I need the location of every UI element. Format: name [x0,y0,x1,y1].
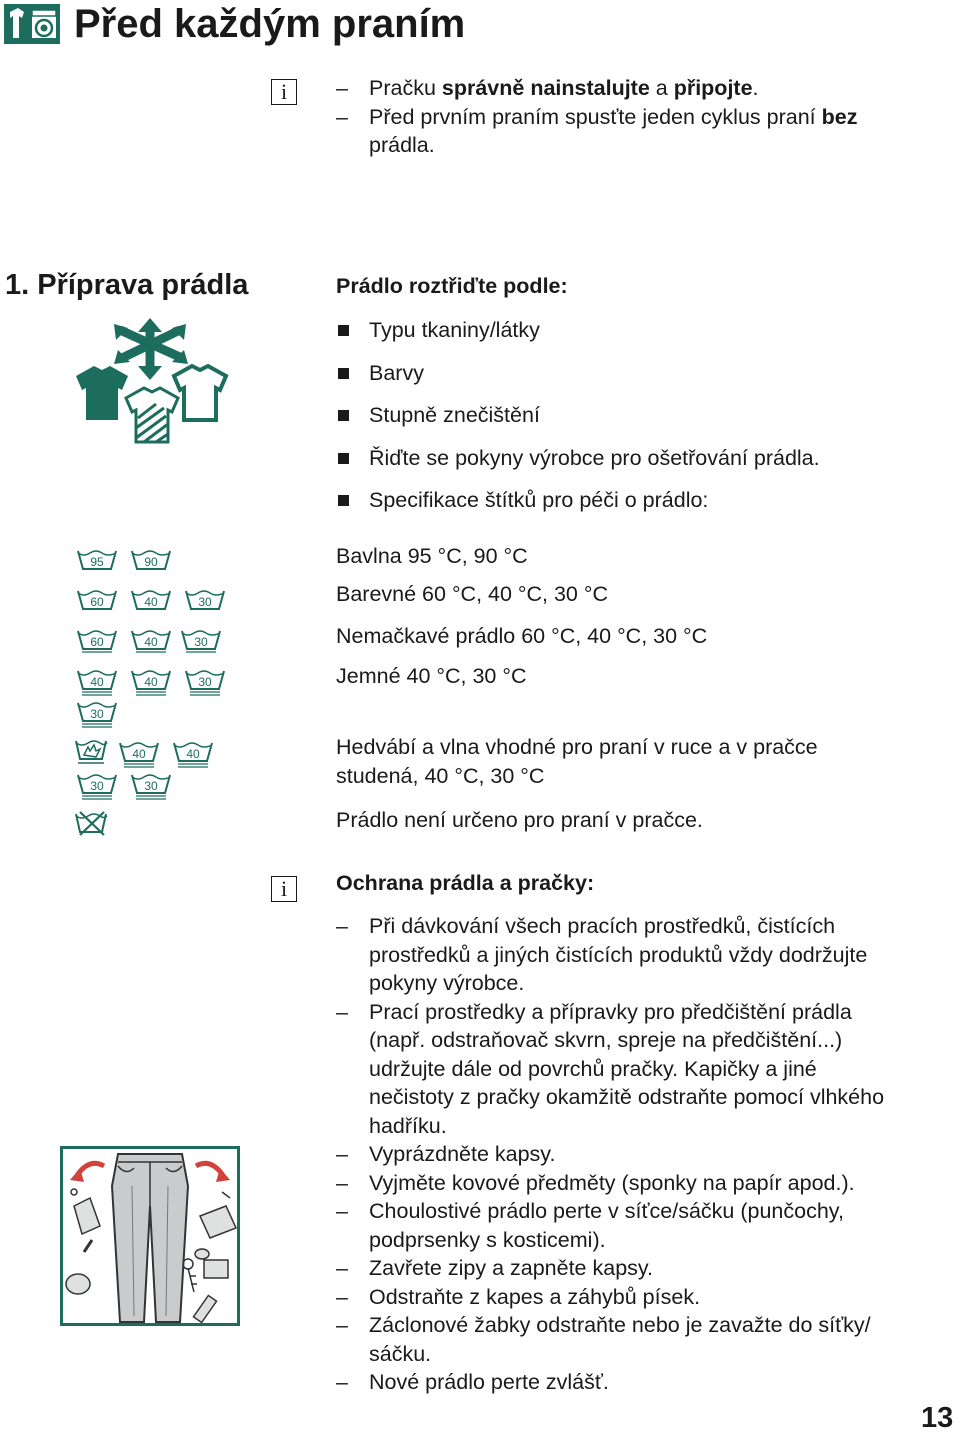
wash-tub-icon [130,547,172,582]
info-icon: i [271,79,297,105]
wash-temperature-label: 30 [194,635,208,649]
care-easy-care: Nemačkavé prádlo 60 °C, 40 °C, 30 °C [336,624,708,648]
wash-tub-icon [180,627,222,662]
list-item: nečistoty z pračky okamžitě odstraňte pomocí vlhkého [369,1085,885,1109]
wash-tub-icon [172,739,214,774]
wash-temperature-label: 40 [144,595,158,609]
list-item: – Odstraňte z kapes a záhybů písek. [336,1284,701,1309]
wash-temperature-label: 95 [90,555,104,569]
list-item: – Nové prádlo perte zvlášť. [336,1370,609,1394]
list-item: Barvy [336,359,820,402]
list-item: – Pračku správně nainstalujte a připojte. [336,76,759,100]
list-item: sáčku. [369,1341,432,1366]
protection-heading: Ochrana prádla a pračky: [336,871,595,895]
list-item: – Před prvním praním spusťte jeden cyklus praní bez prádla. [336,104,858,157]
wash-temperature-label: 30 [90,779,104,793]
wash-temperature-label: 40 [132,747,146,761]
wash-temperature-label: 40 [144,675,158,689]
wash-tub-icon [76,627,118,662]
list-item: Specifikace štítků pro péči o prádlo: [336,486,820,529]
list-item: Stupně znečištění [336,401,820,444]
section-heading: 1. Příprava prádla [5,269,249,301]
wash-tub-icon [76,667,118,702]
care-colored: Barevné 60 °C, 40 °C, 30 °C [336,582,608,606]
wash-temperature-label: 30 [198,595,212,609]
list-item: udržujte dále od povrchů pračky. Kapičky a jiné [369,1056,817,1081]
list-item: – Vyjměte kovové předměty (sponky na papír apod.). [336,1170,855,1195]
laundry-sorting-icon [74,318,230,446]
list-item: podprsenky s kosticemi). [369,1227,606,1252]
wash-tub-icon [130,771,172,806]
wash-tub-icon [130,627,172,662]
wash-temperature-label: 90 [144,555,158,569]
wash-tub-icon [76,587,118,622]
list-item: – Při dávkování všech pracích prostředků, čistících [336,914,836,938]
wash-temperature-label: 30 [90,707,104,721]
list-item: – Prací prostředky a přípravky pro předčištění prádla [336,999,852,1024]
wash-tub-icon [118,739,160,774]
list-item: (např. odstraňovač skvrn, spreje na předčištění...) [369,1028,843,1052]
list-item: – Choulostivé prádlo perte v síťce/sáčku (punčochy, [336,1199,844,1223]
wash-tub-icon [76,771,118,806]
wash-temperature-label: 60 [90,635,104,649]
do-not-wash-icon [74,810,108,836]
list-item: Typu tkaniny/látky [336,316,820,359]
wash-tub-icon [130,667,172,702]
list-item: – Zavřete zipy a zapněte kapsy. [336,1256,654,1280]
wash-tub-icon [184,587,226,622]
wash-temperature-label: 30 [144,779,158,793]
sort-list [336,316,820,529]
wash-tub-icon [76,547,118,582]
wash-tub-icon [184,667,226,702]
care-cotton: Bavlna 95 °C, 90 °C [336,544,528,568]
wash-temperature-label: 40 [144,635,158,649]
wash-temperature-label: 60 [90,595,104,609]
info-icon: i [271,876,297,902]
page-number: 13 [921,1402,954,1434]
list-item: prostředků a jiných čistících produktů vždy dodržujte [369,942,868,967]
care-not-washable: Prádlo není určeno pro praní v pračce. [336,808,703,832]
pockets-illustration [60,1146,240,1326]
wash-tub-icon [130,587,172,622]
intro-list [336,74,946,160]
list-item: Řiďte se pokyny výrobce pro ošetřování prádla. [336,444,820,487]
list-item: hadříku. [369,1113,447,1138]
list-item: – Záclonové žabky odstraňte nebo je zavažte do síťky/ [336,1313,871,1337]
sort-heading: Prádlo roztřiďte podle: [336,274,568,298]
care-wool-silk: Hedvábí a vlna vhodné pro praní v ruce a v pračce studená, 40 °C, 30 °C [336,735,818,788]
wash-temperature-label: 40 [186,747,200,761]
washing-machine-icon [4,4,60,44]
page-title: Před každým praním [74,2,466,46]
care-delicate: Jemné 40 °C, 30 °C [336,664,527,688]
protection-list [336,912,946,1397]
wash-tub-icon [76,699,118,734]
list-item: – Vyprázdněte kapsy. [336,1142,556,1166]
list-item: pokyny výrobce. [369,971,525,995]
wash-temperature-label: 40 [90,675,104,689]
wash-temperature-label: 30 [198,675,212,689]
hand-wash-icon [74,739,108,765]
